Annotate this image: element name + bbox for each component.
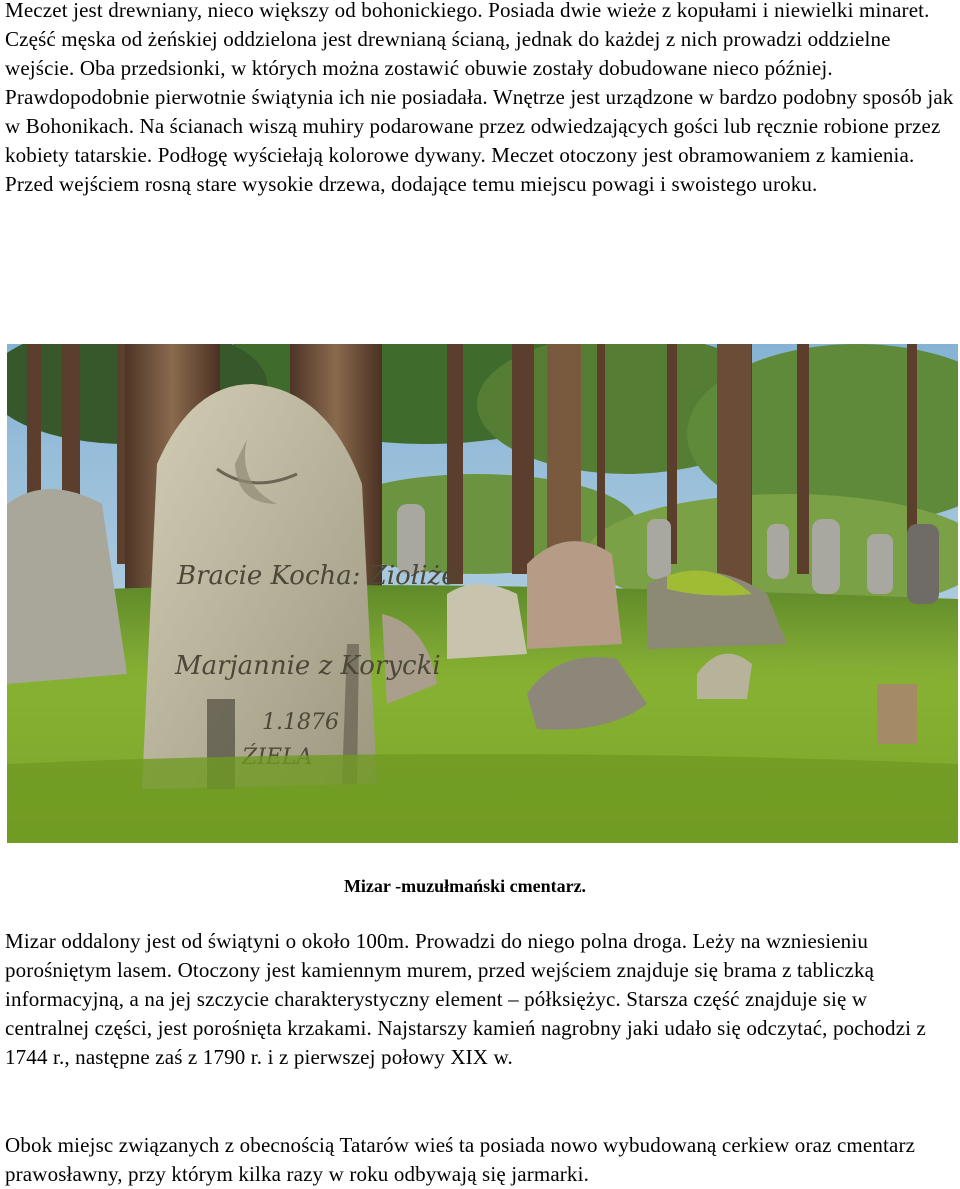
cemetery-photo	[7, 344, 958, 843]
tombstone-inscription: 1.1876	[262, 710, 339, 735]
tombstone-inscription: Marjannie z Korycki	[175, 651, 441, 681]
stump	[877, 684, 917, 744]
closing-paragraph: Obok miejsc związanych z obecnością Tatarów wieś ta posiada nowo wybudowaną cerkiew oraz cmentarz prawosławny, przy którym kilka razy w roku odbywają się jarmarki.	[5, 1133, 916, 1186]
intro-paragraph: Meczet jest drewniany, nieco większy od bohonickiego. Posiada dwie wieże z kopułami i niewielki minaret. Część męska od żeńskiej oddzielona jest drewnianą ścianą, jednak do każdej z nich prowadzi oddzielne wejście. Oba przedsionki, w których można zostawić obuwie zostały dobudowane nieco później. Prawdopodobnie pierwotnie świątynia ich nie posiadała. Wnętrze jest urządzone w bardzo podobny sposób jak w Bohonikach. Na ścianach wiszą muhiry podarowane przez odwiedzających gości lub ręcznie robione przez kobiety tatarskie. Podłogę wyściełają kolorowe dywany. Meczet otoczony jest obramowaniem z kamienia. Przed wejściem rosną stare wysokie drzewa, dodające temu miejscu powagi i swoistego uroku.	[5, 0, 954, 196]
tree-trunk	[547, 344, 581, 564]
tree-trunk	[717, 344, 751, 584]
mizar-paragraph: Mizar oddalony jest od świątyni o około 100m. Prowadzi do niego polna droga. Leży na wzniesieniu porośniętym lasem. Otoczony jest kamiennym murem, przed wejściem znajduje się brama z tabliczką informacyjną, a na jej szczycie charakterystyczny element – półksiężyc. Starsza część znajduje się w centralnej części, jest porośnięta krzakami. Najstarszy kamień nagrobny jaki udało się odczytać, pochodzi z 1744 r., następne zaś z 1790 r. i z pierwszej połowy XIX w.	[5, 929, 927, 1069]
photo-caption: Mizar -muzułmański cmentarz.	[343, 876, 587, 896]
tombstone-inscription: Bracie Kocha: Ziołiże	[177, 561, 457, 591]
